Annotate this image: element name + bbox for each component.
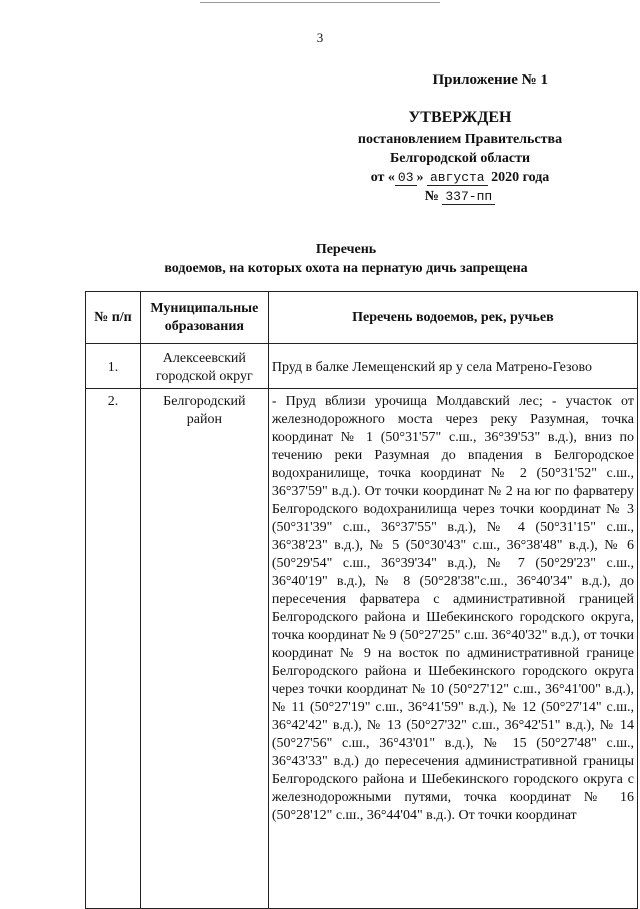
header-municipality: Муниципальные образования [140,292,268,344]
row-water-bodies: Пруд в балке Лемещенский яр у села Матрено-Гезово [268,344,637,389]
page-number: 3 [316,30,324,45]
document-number: 337-пп [442,189,495,205]
number-prefix: № [424,189,439,204]
row-number: 2. [86,389,141,909]
date-month: августа [427,170,488,186]
header-water-bodies: Перечень водоемов, рек, ручьев [268,292,637,344]
table-header-row [86,292,638,344]
date-prefix: от « [370,170,395,185]
document-title [60,240,632,278]
date-day: 03 [395,170,417,186]
approval-number [330,187,590,206]
row-municipality: Белгородский район [140,389,268,909]
row-municipality: Алексеевский городской округ [140,344,268,389]
approval-line-1: постановлением Правительства [357,132,563,147]
appendix-label: Приложение № 1 [432,72,548,88]
approval-date [330,168,590,187]
table-row [86,344,638,389]
row-water-bodies: - Пруд вблизи урочища Молдавский лес; - участок от железнодорожного моста через реку Разумная, точка координат № 1 (50°31'57" с.ш., 36°39'53" в.д.), вниз по течению реки Разумная до впадения в Белгородское водохранилище, точка координат № 2 (50°31'52" с.ш., 36°37'59" в.д.). От точки координат № 2 на юг по фарватеру Белгородского водохранилища через точки координат № 3 (50°31'39" с.ш., 36°37'55" в.д.), № 4 (50°31'15" с.ш., 36°38'23" в.д.), № 5 (50°30'43" с.ш., 36°38'48" в.д.), № 6 (50°29'54" с.ш., 36°39'34" в.д.), № 7 (50°29'23" с.ш., 36°40'19" в.д.), № 8 (50°28'38"с.ш., 36°40'34" в.д.), до пересечения фарватера с административной границей Белгородского района и Шебекинского городского округа, точка координат № 9 (50°27'25" с.ш. 36°40'32" в.д.), от точки координат № 9 на восток по административной границе Белгородского района и Шебекинского городского округа через точки координат № 10 (50°27'12" с.ш., 36°41'00" в.д.), № 11 (50°27'19" с.ш., 36°41'59" в.д.), № 12 (50°27'14" с.ш., 36°42'42" в.д.), № 13 (50°27'32" с.ш., 36°42'51" в.д.), № 14 (50°27'56" с.ш., 36°43'01" в.д.), № 15 (50°27'48" с.ш., 36°43'33" в.д.) до пересечения административной границы Белгородского района и Шебекинского городского округа с железнодорожными путями, точка координат № 16 (50°28'12" с.ш., 36°44'04" в.д.). От точки координат [268,389,637,909]
date-year: 2020 года [491,170,550,185]
approval-line-2: Белгородской области [389,151,531,166]
row-number: 1. [86,344,141,389]
table-row [86,389,638,909]
date-mid: » [416,170,424,185]
approval-block [330,108,590,206]
title-line-1: Перечень [315,242,377,257]
header-number: № п/п [86,292,141,344]
approval-heading: УТВЕРЖДЕН [408,109,512,126]
title-line-2: водоемов, на которых охота на пернатую дичь запрещена [164,261,528,276]
water-bodies-table [85,291,638,909]
top-rule [200,2,440,3]
